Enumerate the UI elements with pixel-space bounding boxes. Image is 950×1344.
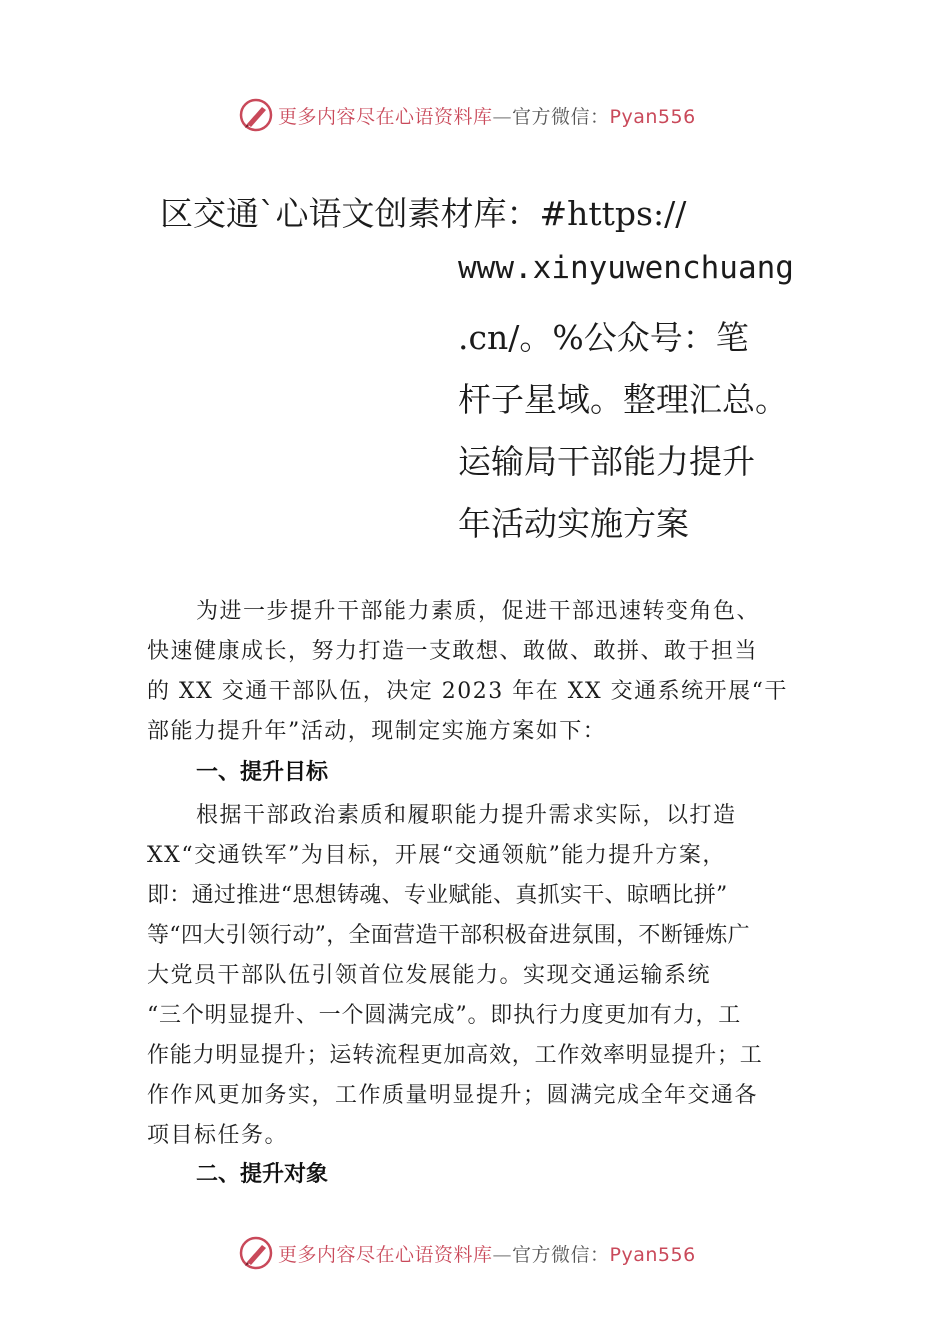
section-2-heading: 二、提升对象 [196,1162,329,1187]
banner-wechat-label: 官方微信： [512,105,610,128]
title-line-5: 运输局干部能力提升 [458,442,755,481]
banner-wechat-id: Pyan556 [609,1243,696,1266]
title-line-6: 年活动实施方案 [458,504,689,543]
top-banner [238,95,696,135]
bottom-banner [238,1233,696,1273]
intro-line-3: 的 XX 交通干部队伍，决定 2023 年在 XX 交通系统开展“干 [147,679,788,704]
title-line-4: 杆子星域。整理汇总。 [458,380,788,419]
title-line-3: .cn/。%公众号：笔 [458,318,749,357]
section-1-line-4: 等“四大引领行动”，全面营造干部积极奋进氛围，不断锤炼广 [147,923,750,948]
banner-dash: — [492,105,513,128]
intro-line-4: 部能力提升年”活动，现制定实施方案如下： [147,719,607,744]
section-1-line-5: 大党员干部队伍引领首位发展能力。实现交通运输系统 [147,963,712,988]
banner-wechat-label: 官方微信： [512,1243,610,1266]
intro-line-2: 快速健康成长，努力打造一支敢想、敢做、敢拼、敢于担当 [147,639,759,664]
section-1-line-6: “三个明显提升、一个圆满完成”。即执行力度更加有力，工 [147,1003,742,1028]
title-line-1: 区交通`心语文创素材库：#https:// [160,194,687,233]
banner-wechat-id: Pyan556 [609,105,696,128]
banner-text [278,1240,696,1267]
section-1-line-2: XX“交通铁军”为目标，开展“交通领航”能力提升方案， [147,843,726,868]
banner-text [278,102,696,129]
intro-line-1: 为进一步提升干部能力素质，促进干部迅速转变角色、 [196,599,761,624]
section-1-line-7: 作能力明显提升；运转流程更加高效，工作效率明显提升；工 [147,1043,763,1068]
section-1-heading: 一、提升目标 [196,760,329,785]
pen-logo-icon [238,1235,274,1271]
section-1-line-8: 作作风更加务实，工作质量明显提升；圆满完成全年交通各 [147,1083,759,1108]
section-1-line-3: 即：通过推进“思想铸魂、专业赋能、真抓实干、晾晒比拼” [147,883,728,908]
section-1-line-1: 根据干部政治素质和履职能力提升需求实际，以打造 [196,803,737,828]
banner-dash: — [492,1243,513,1266]
banner-cn: 更多内容尽在心语资料库 [278,105,493,128]
title-line-2: www.xinyuwenchuang [458,250,794,286]
pen-logo-icon [238,97,274,133]
banner-cn: 更多内容尽在心语资料库 [278,1243,493,1266]
section-1-line-9: 项目标任务。 [147,1123,289,1148]
